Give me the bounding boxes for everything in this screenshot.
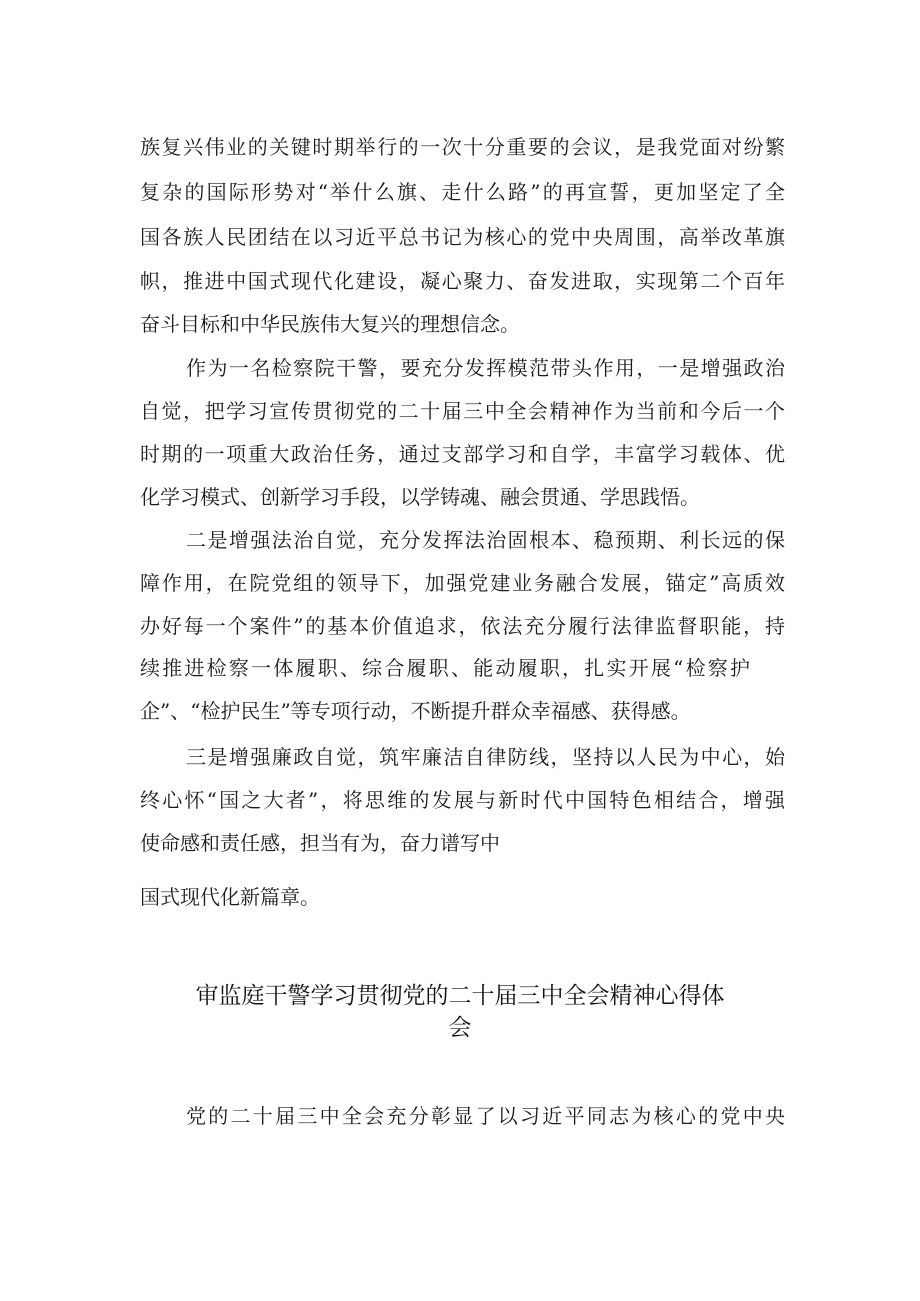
text-line: 障作用，在院党组的领导下，加强党建业务融合发展，锚定”高质效 <box>140 571 785 595</box>
text-line: 办好每一个案件”的基本价值追求，依法充分履行法律监督职能，持 <box>140 614 785 638</box>
text-line: 国式现代化新篇章。 <box>140 885 320 909</box>
title-line: 会 <box>448 1015 472 1041</box>
text-line: 帜，推进中国式现代化建设，凝心聚力、奋发进取，实现第二个百年 <box>140 269 785 293</box>
text-line: 族复兴伟业的关键时期举行的一次十分重要的会议，是我党面对纷繁 <box>140 135 785 159</box>
text-line: 企”、“检护民生”等专项行动，不断提升群众幸福感、获得感。 <box>140 699 691 723</box>
text-line: 续推进检察一体履职、综合履职、能动履职，扎实开展“检察护 <box>140 656 750 680</box>
title-line: 审监庭干警学习贯彻党的二十届三中全会精神心得体 <box>195 983 725 1009</box>
text-line: 二是增强法治自觉，充分发挥法治固根本、稳预期、利长远的保 <box>186 528 785 552</box>
text-line: 使命感和责任感，担当有为，奋力谱写中 <box>140 831 500 855</box>
text-line: 化学习模式、创新学习手段，以学铸魂、融会贯通、学思践悟。 <box>140 485 700 509</box>
text-line: 奋斗目标和中华民族伟大复兴的理想信念。 <box>140 312 520 336</box>
text-line: 复杂的国际形势对“举什么旗、走什么路”的再宣誓，更加坚定了全 <box>140 180 785 204</box>
text-line: 三是增强廉政自觉，筑牢廉洁自律防线，坚持以人民为中心，始 <box>186 745 785 769</box>
text-line: 党的二十届三中全会充分彰显了以习近平同志为核心的党中央 <box>186 1104 785 1128</box>
text-line: 作为一名检察院干警，要充分发挥模范带头作用，一是增强政治 <box>186 356 785 380</box>
text-line: 国各族人民团结在以习近平总书记为核心的党中央周围，高举改革旗 <box>140 225 785 249</box>
text-line: 自觉，把学习宣传贯彻党的二十届三中全会精神作为当前和今后一个 <box>140 399 785 423</box>
text-line: 终心怀“国之大者”，将思维的发展与新时代中国特色相结合，增强 <box>140 788 785 812</box>
text-line: 时期的一项重大政治任务，通过支部学习和自学，丰富学习载体、优 <box>140 442 785 466</box>
